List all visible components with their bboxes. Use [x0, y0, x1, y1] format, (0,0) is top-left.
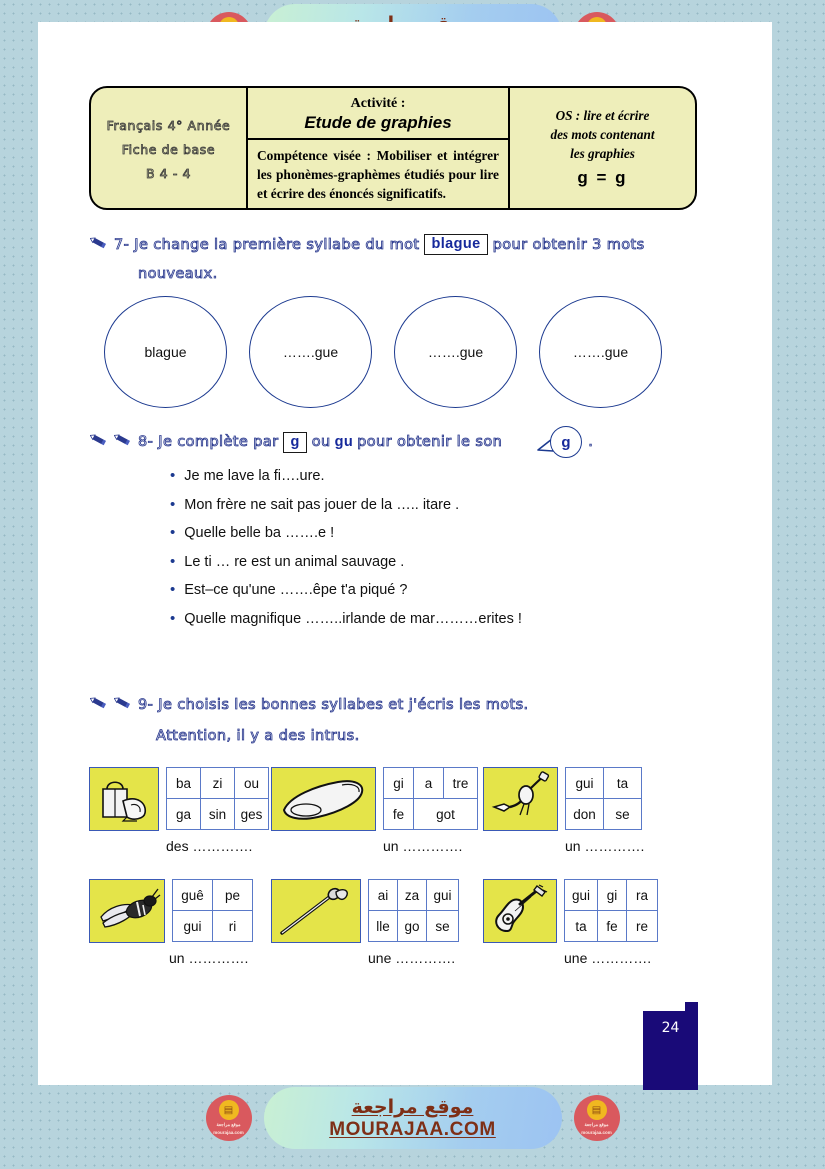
pencil-icon — [90, 433, 107, 451]
syllable-cell[interactable]: pe — [213, 880, 253, 911]
brand-badge-right — [574, 1095, 620, 1141]
syllable-cell[interactable]: se — [427, 911, 459, 942]
guitar-icon — [483, 879, 557, 943]
word-circle[interactable]: …….gue — [539, 296, 662, 408]
exercise-8-text-or: ou — [311, 434, 331, 450]
syllable-cell[interactable]: re — [627, 911, 658, 942]
exercise-9-item — [483, 879, 658, 966]
syllable-cell[interactable]: ta — [604, 768, 642, 799]
brand-arabic-title: موقع مراجعة — [351, 1095, 474, 1118]
word-circle[interactable]: …….gue — [249, 296, 372, 408]
objective-line-1: OS : lire et écrire — [555, 108, 650, 123]
table-row — [566, 768, 642, 799]
answer-line[interactable]: une …………. — [368, 950, 456, 966]
list-item — [170, 554, 522, 570]
exercise-8-heading — [90, 425, 593, 459]
exercise-9-item — [483, 767, 644, 854]
wasp-bee-icon — [89, 879, 165, 943]
badge-arabic-label: موقع مراجعة — [216, 1122, 241, 1128]
book-icon: ▤ — [219, 1100, 239, 1120]
exercise-9-heading — [90, 696, 529, 714]
syllable-cell[interactable]: gui — [427, 880, 459, 911]
table-row — [167, 799, 269, 830]
syllable-cell[interactable]: za — [398, 880, 427, 911]
bullet-icon: • — [170, 495, 176, 513]
speech-bubble-icon — [536, 425, 582, 459]
exercise-8-bold-gu: gu — [334, 434, 354, 450]
objective-cell — [510, 88, 695, 208]
exercise-8-period: . — [588, 434, 594, 450]
table-row — [369, 880, 459, 911]
objective-line-2: des mots contenant — [550, 127, 655, 142]
sentence-text: Je me lave la fi….ure. — [184, 468, 325, 484]
table-row — [565, 880, 658, 911]
bullet-icon: • — [170, 524, 176, 541]
table-row — [173, 880, 253, 911]
syllable-cell[interactable]: don — [566, 799, 604, 830]
sentence-text: Quelle belle ba …….e ! — [184, 525, 335, 541]
syllable-cell[interactable]: fe — [598, 911, 627, 942]
syllable-table[interactable] — [368, 879, 459, 942]
list-item — [170, 468, 522, 484]
page-number-badge: 24 — [643, 1002, 698, 1090]
bullet-icon: • — [170, 581, 176, 598]
exercise-9-item — [89, 767, 271, 854]
syllable-table[interactable] — [383, 767, 478, 830]
list-item — [170, 611, 522, 627]
badge-arabic-label: موقع مراجعة — [584, 1122, 609, 1128]
list-item — [170, 582, 522, 598]
sentence-text: Est–ce qu'une …….êpe t'a piqué ? — [184, 582, 408, 598]
exercise-7-circles — [104, 296, 662, 408]
sentence-text: Mon frère ne sait pas jouer de la ….. itare . — [184, 496, 460, 513]
syllable-cell[interactable]: gui — [173, 911, 213, 942]
syllable-cell[interactable]: ta — [565, 911, 598, 942]
table-row — [384, 768, 478, 799]
activity-title-block — [248, 88, 508, 140]
brand-badge-left — [206, 1095, 252, 1141]
syllable-cell[interactable]: gui — [566, 768, 604, 799]
footer-brand-bar — [0, 1083, 825, 1153]
exercise-7-boxed-word: blague — [424, 234, 487, 255]
table-row — [565, 911, 658, 942]
answer-line[interactable]: des …………. — [166, 838, 253, 854]
brand-pill-footer — [213, 1087, 612, 1149]
table-row — [384, 799, 478, 830]
exercise-9-item — [271, 767, 483, 854]
syllable-cell[interactable]: got — [414, 799, 478, 830]
table-row — [369, 911, 459, 942]
faucet-tap-icon — [483, 767, 558, 831]
worksheet-header-box — [89, 86, 697, 210]
answer-line[interactable]: un …………. — [565, 838, 645, 854]
course-info-cell — [91, 88, 248, 208]
answer-line[interactable]: un …………. — [169, 950, 249, 966]
sheet-code: B 4 - 4 — [145, 165, 192, 181]
list-item — [170, 525, 522, 541]
pencil-icon — [90, 696, 107, 714]
exercise-9-item — [89, 879, 271, 966]
table-row — [173, 911, 253, 942]
exercise-8-text-a: 8- Je complète par — [138, 434, 279, 450]
syllable-cell[interactable]: lle — [369, 911, 398, 942]
sentence-text: Quelle magnifique ……..irlande de mar………erites ! — [184, 610, 522, 627]
table-row — [167, 768, 269, 799]
syllable-cell[interactable]: ba — [167, 768, 201, 799]
sheet-type: Fiche de base — [121, 141, 216, 157]
syllable-cell[interactable]: sin — [201, 799, 235, 830]
exercise-8-text-b: pour obtenir le son — [357, 434, 503, 450]
sentence-text: Le ti … re est un animal sauvage . — [184, 553, 405, 570]
syllable-cell[interactable]: ges — [235, 799, 269, 830]
word-circle[interactable]: blague — [104, 296, 227, 408]
answer-line[interactable]: une …………. — [564, 950, 652, 966]
syllable-cell[interactable]: go — [398, 911, 427, 942]
list-item — [170, 497, 522, 513]
syllable-cell[interactable]: ra — [627, 880, 658, 911]
syllable-table[interactable] — [565, 767, 642, 830]
brand-url-title[interactable]: MOURAJAA.COM — [329, 1118, 496, 1140]
syllable-cell[interactable]: ri — [213, 911, 253, 942]
activity-title: Etude de graphies — [304, 112, 452, 132]
luggage-bags-icon — [89, 767, 159, 831]
pencil-icon — [90, 236, 107, 254]
exercise-9-row — [89, 767, 658, 854]
badge-url-label: mourajaa.com — [581, 1130, 612, 1135]
syllable-cell[interactable]: tre — [444, 768, 478, 799]
table-row — [566, 799, 642, 830]
syllable-table[interactable] — [166, 767, 269, 830]
exercise-9-grid — [89, 767, 658, 991]
bullet-icon: • — [170, 552, 176, 570]
exercise-9-row — [89, 879, 658, 966]
syllable-cell[interactable]: gi — [384, 768, 414, 799]
objective-line-3: les graphies — [570, 146, 635, 161]
book-icon: ▤ — [587, 1100, 607, 1120]
pencil-icon — [114, 696, 131, 714]
bullet-icon: • — [170, 467, 176, 484]
syllable-cell[interactable]: zi — [201, 768, 235, 799]
exercise-7-heading — [90, 234, 645, 255]
bullet-icon: • — [170, 609, 176, 627]
exercise-9-text-a: 9- Je choisis les bonnes syllabes et j'écris les mots. — [138, 697, 529, 713]
competence-text: Compétence visée : Mobiliser et intégrer les phonèmes-graphèmes étudiés pour lire et écrire des énoncés significatifs. — [257, 148, 499, 202]
page-number-notch — [643, 1002, 685, 1011]
syllable-cell[interactable]: gui — [565, 880, 598, 911]
exercise-8-sentence-list — [170, 468, 522, 639]
course-level: Français 4° Année — [106, 117, 231, 133]
syllable-cell[interactable]: se — [604, 799, 642, 830]
exercise-9-item — [271, 879, 483, 966]
syllable-cell[interactable]: ga — [167, 799, 201, 830]
objective-equation: g = g — [577, 168, 628, 187]
pencil-icon — [114, 433, 131, 451]
speech-bubble-letter: g — [550, 426, 582, 458]
pillow-cushion-icon — [271, 767, 376, 831]
syllable-cell[interactable]: ou — [235, 768, 269, 799]
syllable-cell[interactable]: a — [414, 768, 444, 799]
syllable-cell[interactable]: ai — [369, 880, 398, 911]
exercise-9-heading-line2: Attention, il y a des intrus. — [156, 728, 360, 744]
exercise-7-text-b: pour obtenir 3 mots — [492, 236, 645, 253]
activity-label: Activité : — [350, 95, 406, 111]
syllable-cell[interactable]: fe — [384, 799, 414, 830]
word-circle[interactable]: …….gue — [394, 296, 517, 408]
needle-pin-icon — [271, 879, 361, 943]
answer-line[interactable]: un …………. — [383, 838, 463, 854]
activity-cell — [248, 88, 510, 208]
badge-url-label: mourajaa.com — [213, 1130, 244, 1135]
syllable-cell[interactable]: guê — [173, 880, 213, 911]
exercise-7-heading-line2: nouveaux. — [138, 266, 218, 282]
syllable-table[interactable] — [564, 879, 658, 942]
syllable-table[interactable] — [172, 879, 253, 942]
syllable-cell[interactable]: gi — [598, 880, 627, 911]
exercise-8-boxed-g: g — [283, 432, 306, 453]
exercise-7-text-a: 7- Je change la première syllabe du mot — [114, 236, 420, 253]
